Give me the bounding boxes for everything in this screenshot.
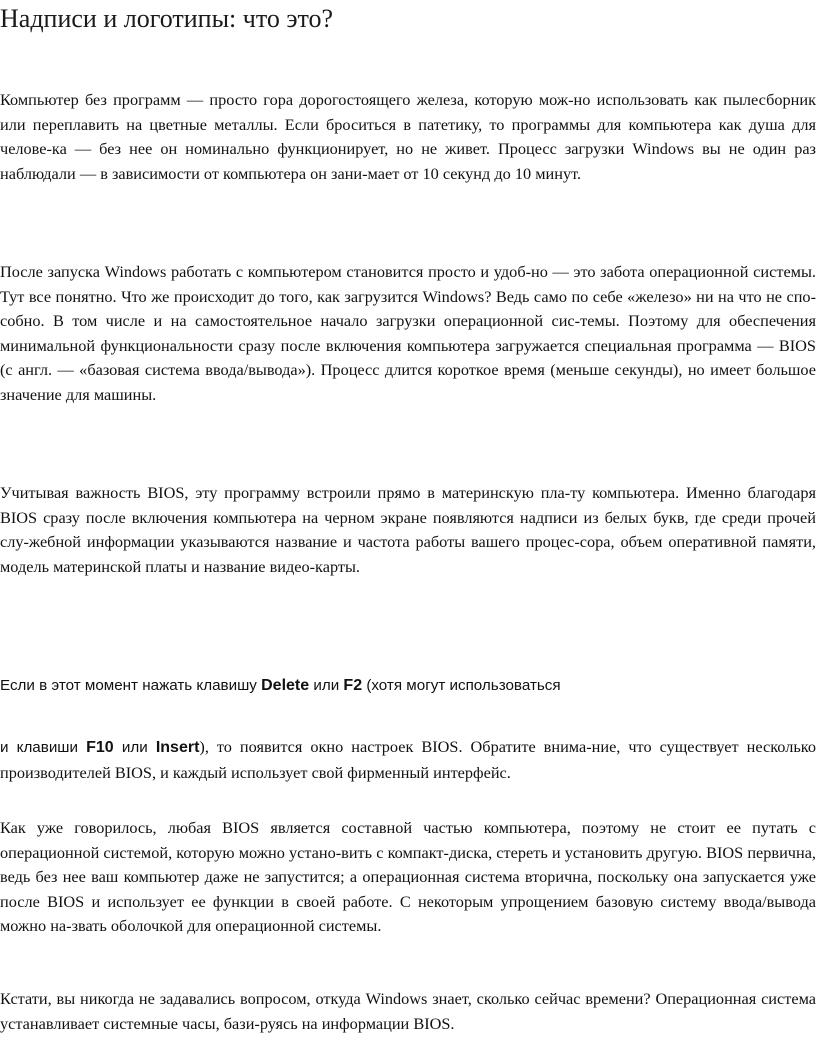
- key-delete: Delete: [261, 677, 310, 694]
- paragraph-3: Учитывая важность BIOS, эту программу встроили прямо в материнскую пла-ту компьютера. Именно благодаря BIOS сразу после включения компьютера на черном экране появляются надписи из белых букв, где среди прочей слу-жебной информации указываются название и частота работы вашего процес-сора, объем оперативной памяти, модель материнской платы и название видео-карты.: [0, 483, 816, 576]
- p5-text-2: или: [113, 739, 156, 756]
- p5-text-1: и клавиши: [0, 739, 87, 756]
- p5-text-3: ), то появится окно настроек BIOS. Обратите внима-ние, что существует несколько производителей BIOS, и каждый использует свой фирменный интерфейс.: [0, 737, 816, 782]
- paragraph-4: [0, 673, 561, 699]
- p4-text-2: или: [309, 677, 344, 694]
- key-insert: Insert: [155, 739, 200, 756]
- page-title: Надписи и логотипы: что это?: [0, 4, 334, 33]
- key-f2: F2: [343, 677, 363, 694]
- paragraph-1: Компьютер без программ — просто гора дорогостоящего железа, которую мож-но использовать как пылесборник или переплавить на цветные металлы. Если броситься в патетику, то программы для компьютера как душа для челове-ка — без нее он номинально функционирует, но не живет. Процесс загрузки Windows вы не один раз наблюдали — в зависимости от компьютера он зани-мает от 10 секунд до 10 минут.: [0, 90, 816, 183]
- paragraph-7: Кстати, вы никогда не задавались вопросом, откуда Windows знает, сколько сейчас времени? Операционная система устанавливает системные часы, бази-руясь на информации BIOS.: [0, 989, 816, 1033]
- p4-text-3: (хотя могут использоваться: [362, 677, 561, 694]
- paragraph-2: После запуска Windows работать с компьютером становится просто и удоб-но — это забота операционной системы. Тут все понятно. Что же происходит до того, как загрузится Windows? Ведь само по себе «железо» ни на что не спо-собно. В том числе и на самостоятельное начало загрузки операционной сис-темы. Поэтому для обеспечения минимальной функциональности сразу после включения компьютера загружается специальная программа — BIOS (с англ. — «базовая система ввода/вывода»). Процесс длится короткое время (меньше секунды), но имеет большое значение для машины.: [0, 262, 816, 404]
- paragraph-5: [0, 735, 816, 785]
- paragraph-6: Как уже говорилось, любая BIOS является составной частью компьютера, поэтому не стоит ее путать с операционной системой, которую можно устано-вить с компакт-диска, стереть и установить другую. BIOS первична, ведь без нее ваш компьютер даже не запустится; а операционная система вторична, поскольку она запускается уже после BIOS и использует ее функции в своей работе. С некоторым упрощением базовую систему ввода/вывода можно на-звать оболочкой для операционной системы.: [0, 818, 816, 936]
- key-f10: F10: [86, 739, 114, 756]
- p4-text-1: Если в этот момент нажать клавишу: [0, 677, 262, 694]
